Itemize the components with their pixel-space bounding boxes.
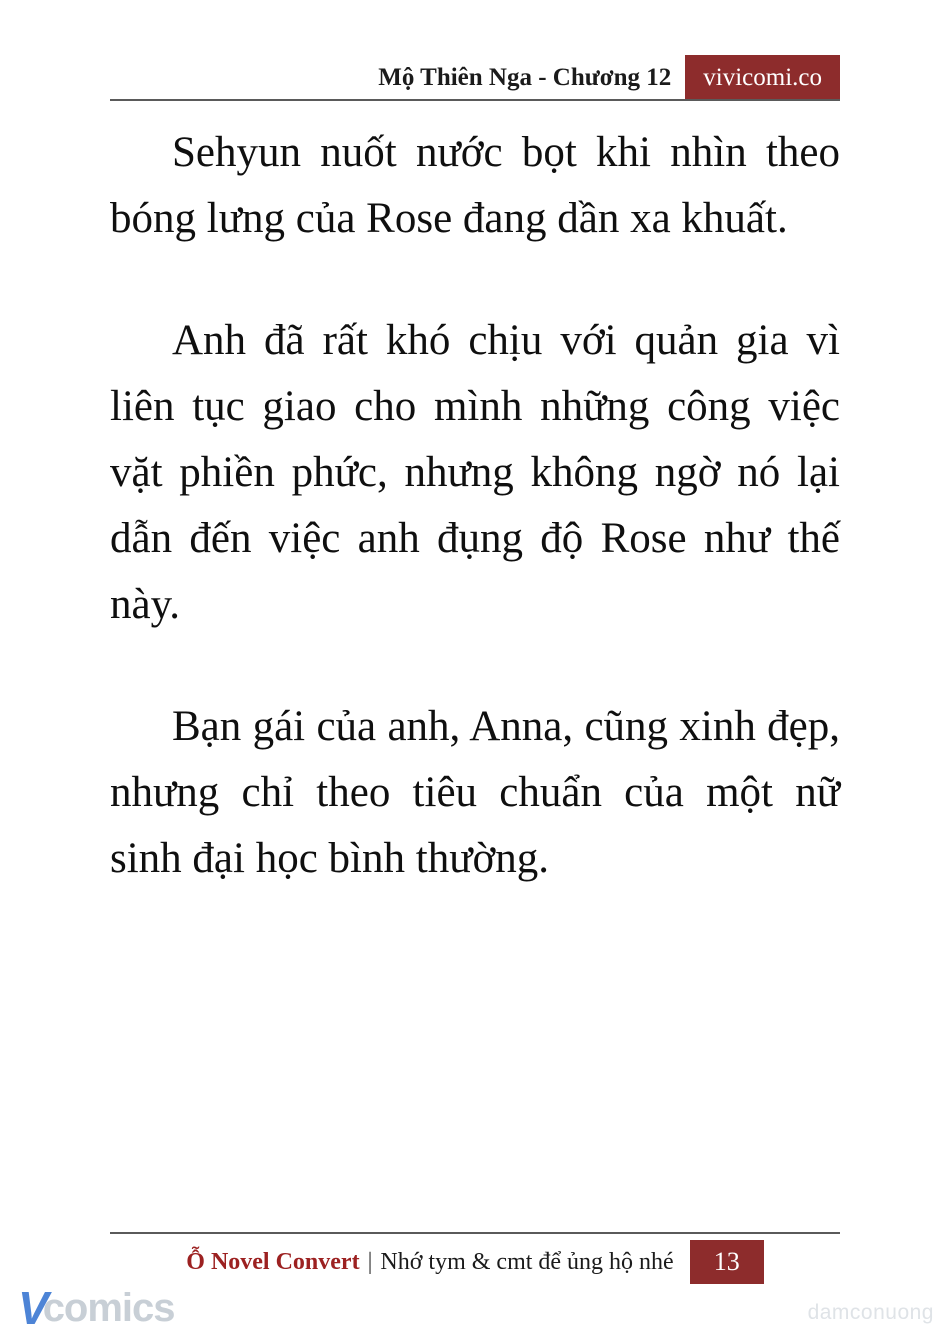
footer-note: Nhớ tym & cmt để ủng hộ nhé [380,1248,674,1275]
watermark-logo-text: comics [42,1285,175,1330]
paragraph: Bạn gái của anh, Anna, cũng xinh đẹp, nhưng chỉ theo tiêu chuẩn của một nữ sinh đại học bình thường. [110,703,840,882]
paragraph: Anh đã rất khó chịu với quản gia vì liên tục giao cho mình những công việc vặt phiền phức, nhưng không ngờ nó lại dẫn đến việc anh đụng độ Rose như thế này. [110,317,840,628]
page-number-badge: 13 [690,1240,764,1284]
footer-text-group [186,1240,689,1284]
page-content [110,120,840,892]
page-footer [110,1240,840,1284]
page-header [110,55,840,101]
footer-separator: | [367,1248,373,1275]
paragraph: Sehyun nuốt nước bọt khi nhìn theo bóng lưng của Rose đang dần xa khuất. [110,129,840,242]
header-divider [110,99,840,101]
footer-brand: Ỗ Novel Convert [186,1248,360,1275]
footer-divider [110,1232,840,1234]
watermark-logo-bottom-left [18,1281,175,1335]
chapter-title: Mộ Thiên Nga - Chương 12 [378,64,672,91]
watermark-bottom-right: damconuong [807,1301,934,1324]
site-badge: vivicomi.co [685,55,840,101]
watermark-logo-initial: V [18,1282,47,1334]
